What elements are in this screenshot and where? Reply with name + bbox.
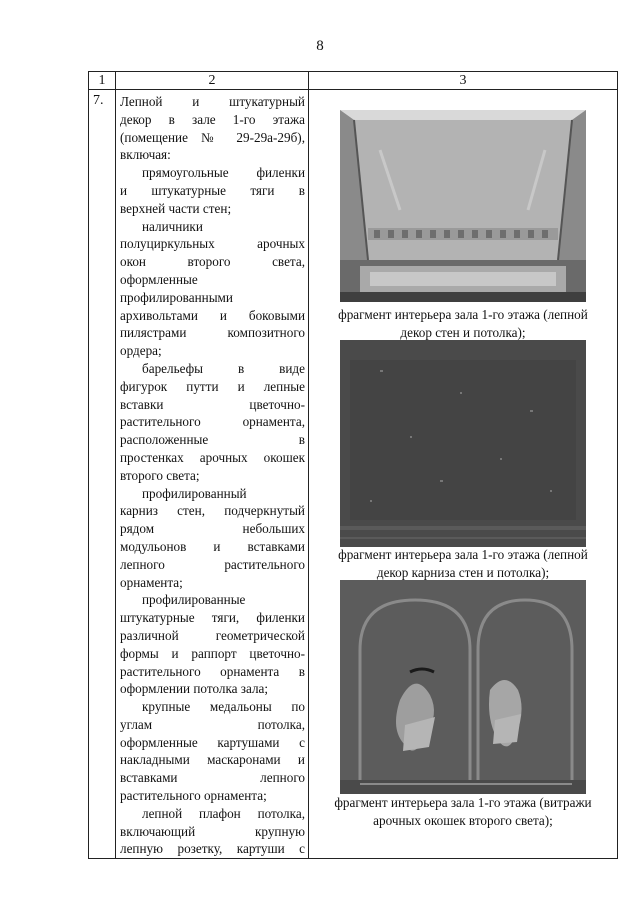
- description-line: растительного орнамента,: [120, 414, 305, 430]
- description-line: штукатурные тяги, филенки: [120, 610, 305, 626]
- description-lines: [120, 93, 305, 858]
- description-line: включающий крупную: [120, 823, 305, 839]
- description-line: карниз стен, подчеркнутый: [120, 503, 305, 519]
- description-line: вставками лепного: [120, 770, 305, 786]
- figure-walls-ceiling: [309, 110, 617, 346]
- item-description: [116, 90, 309, 859]
- description-line: пилястрами композитного: [120, 325, 305, 341]
- description-line: фигурок путти и лепные: [120, 378, 305, 394]
- description-line: рядом небольших: [120, 521, 305, 537]
- photo-interior-cornice-ceiling: [340, 340, 586, 547]
- header-col-2: 2: [116, 72, 309, 90]
- figure-caption: [309, 546, 617, 581]
- description-line: ордера;: [120, 343, 162, 359]
- description-line: орнамента;: [120, 574, 183, 590]
- description-line: лепной плафон потолка,: [142, 805, 305, 821]
- description-line: наличники: [142, 218, 203, 234]
- description-line: лепную розетку, картуши с: [120, 841, 305, 857]
- header-col-1: 1: [89, 72, 116, 90]
- description-line: оформлении потолка зала;: [120, 681, 269, 697]
- description-line: профилированные: [142, 592, 246, 608]
- description-line: накладными маскаронами и: [120, 752, 305, 768]
- figure-stained-glass: [309, 580, 617, 830]
- description-line: простенках арочных окошек: [120, 449, 305, 465]
- description-line: барельефы в виде: [142, 360, 305, 376]
- description-line: растительного орнамента;: [120, 788, 267, 804]
- description-line: и штукатурные тяги в: [120, 182, 305, 198]
- description-line: второго света;: [120, 467, 200, 483]
- description-line: архивольтами и боковыми: [120, 307, 305, 323]
- caption-line: фрагмент интерьера зала 1-го этажа (лепной: [338, 307, 588, 322]
- description-line: оформленные: [120, 271, 198, 287]
- description-line: углам потолка,: [120, 716, 305, 732]
- description-line: модульонов и вставками: [120, 538, 305, 554]
- description-line: вставки цветочно-: [120, 396, 305, 412]
- description-line: крупные медальоны по: [142, 699, 305, 715]
- description-line: растительного орнамента в: [120, 663, 305, 679]
- figure-caption: [309, 306, 617, 341]
- description-line: включая:: [120, 147, 171, 163]
- header-col-3: 3: [309, 72, 618, 90]
- description-line: различной геометрической: [120, 627, 305, 643]
- description-line: прямоугольные филенки: [142, 165, 305, 181]
- table-row: [89, 90, 618, 859]
- photo-interior-stained-glass-windows: [340, 580, 586, 794]
- description-line: лепного растительного: [120, 556, 305, 572]
- description-line: профилированный: [142, 485, 247, 501]
- caption-line: фрагмент интерьера зала 1-го этажа (лепной: [338, 547, 588, 562]
- description-line: декор в зале 1-го этажа: [120, 111, 305, 127]
- description-line: окон второго света,: [120, 254, 305, 270]
- description-line: формы и раппорт цветочно-: [120, 645, 305, 661]
- page-number: 8: [316, 38, 324, 54]
- description-line: профилированными: [120, 289, 233, 305]
- table-header-row: [89, 72, 618, 90]
- caption-line: арочных окошек второго света);: [373, 812, 553, 828]
- figure-cornice-ceiling: [309, 340, 617, 582]
- caption-line: декор карниза стен и потолка);: [376, 564, 550, 580]
- description-line: оформленные картушами с: [120, 734, 305, 750]
- description-line: верхней части стен;: [120, 200, 232, 216]
- monument-elements-table: [88, 71, 618, 859]
- description-line: полуциркульных арочных: [120, 236, 305, 252]
- item-number: 7.: [89, 90, 116, 859]
- description-line: (помещение № 29-29а-29б),: [120, 129, 305, 145]
- photo-interior-walls-ceiling: [340, 110, 586, 302]
- figure-caption: [309, 794, 617, 829]
- description-line: Лепной и штукатурный: [120, 94, 305, 109]
- description-line: расположенные в: [120, 432, 305, 448]
- caption-line: фрагмент интерьера зала 1-го этажа (витражи: [334, 795, 592, 810]
- caption-line: декор стен и потолка);: [400, 324, 526, 340]
- photo-column: [309, 90, 618, 859]
